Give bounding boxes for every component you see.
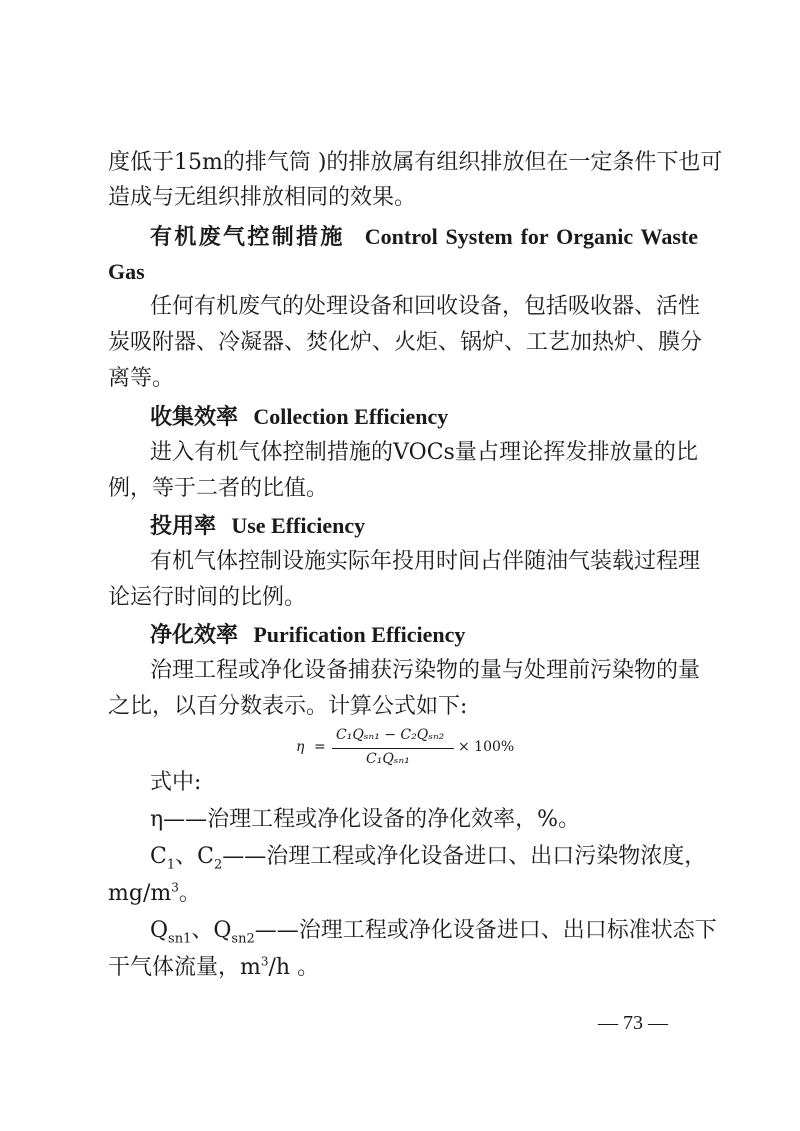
paragraph-line: 离等。 [108,366,175,391]
paragraph-line: 进入有机气体控制措施的VOCs量占理论挥发排放量的比 [150,440,698,465]
term-english: Collection Efficiency [253,404,449,429]
unit-text: mg/m [108,881,172,906]
var-description: ——治理工程或净化设备进口、出口污染物浓度， [222,844,707,869]
fraction-bar [332,748,454,749]
term-heading-purification-efficiency [150,620,698,650]
paragraph-line: 治理工程或净化设备捕获污染物的量与处理前污染物的量 [150,658,701,683]
term-english: Control System for Organic Waste [364,224,698,249]
purification-efficiency-formula [296,727,516,771]
unit-superscript: 3 [171,880,179,895]
variable-unit-line [108,879,698,909]
variable-definition-eta: η——治理工程或净化设备的净化效率，%。 [150,807,581,832]
var-symbol: Q [150,918,169,943]
var-subscript: 1 [166,857,176,873]
variable-definition-c [150,842,707,873]
where-label: 式中: [150,770,202,795]
formula-numerator: C₁Qₛₙ₁ − C₂Qₛₙ₂ [336,727,445,743]
unit-text: 干气体流量，m [108,955,261,980]
unit-text: /h 。 [268,955,320,980]
var-symbol: C [150,844,167,869]
term-chinese: 净化效率 [150,622,239,648]
paragraph-line: 造成与无组织排放相同的效果。 [108,185,417,210]
var-description: ——治理工程或净化设备进口、出口标准状态下 [254,918,717,943]
formula-denominator: C₁Qₛₙ₁ [366,751,410,767]
term-english-continued: Gas [108,259,145,284]
variable-unit-line [108,953,698,983]
paragraph-line: 论运行时间的比例。 [108,585,307,610]
term-heading-use-efficiency [150,511,698,541]
term-english: Use Efficiency [231,513,366,538]
var-symbol: 、C [175,844,214,869]
formula-equals: = [314,739,326,755]
paragraph-line: 例，等于二者的比值。 [108,476,329,501]
paragraph-line: 炭吸附器、冷凝器、焚化炉、火炬、锅炉、工艺加热炉、膜分 [108,330,703,355]
variable-definition-q [150,916,717,947]
var-symbol: 、Q [191,918,232,943]
var-subscript: sn1 [168,931,192,947]
var-subscript: sn2 [231,931,255,947]
paragraph-line: 之比，以百分数表示。计算公式如下: [108,694,468,719]
term-heading-organic-waste-gas [150,222,698,252]
formula-multiplier: × 100% [458,739,515,755]
term-chinese: 收集效率 [150,404,239,430]
unit-text: 。 [178,881,201,906]
unit-superscript: 3 [260,954,269,969]
page-number: — 73 — [598,1012,668,1034]
term-chinese: 投用率 [150,513,217,539]
paragraph-line: 任何有机废气的处理设备和回收设备，包括吸收器、活性 [150,294,701,319]
term-english: Purification Efficiency [253,622,466,647]
formula-eta: η [296,739,305,755]
paragraph-line: 度低于15m的排气筒 )的排放属有组织排放但在一定条件下也可 [108,150,723,175]
term-heading-collection-efficiency [150,402,698,432]
var-subscript: 2 [213,857,223,873]
paragraph-line: 有机气体控制设施实际年投用时间占伴随油气装载过程理 [150,549,701,574]
term-chinese: 有机废气控制措施 [150,224,345,250]
